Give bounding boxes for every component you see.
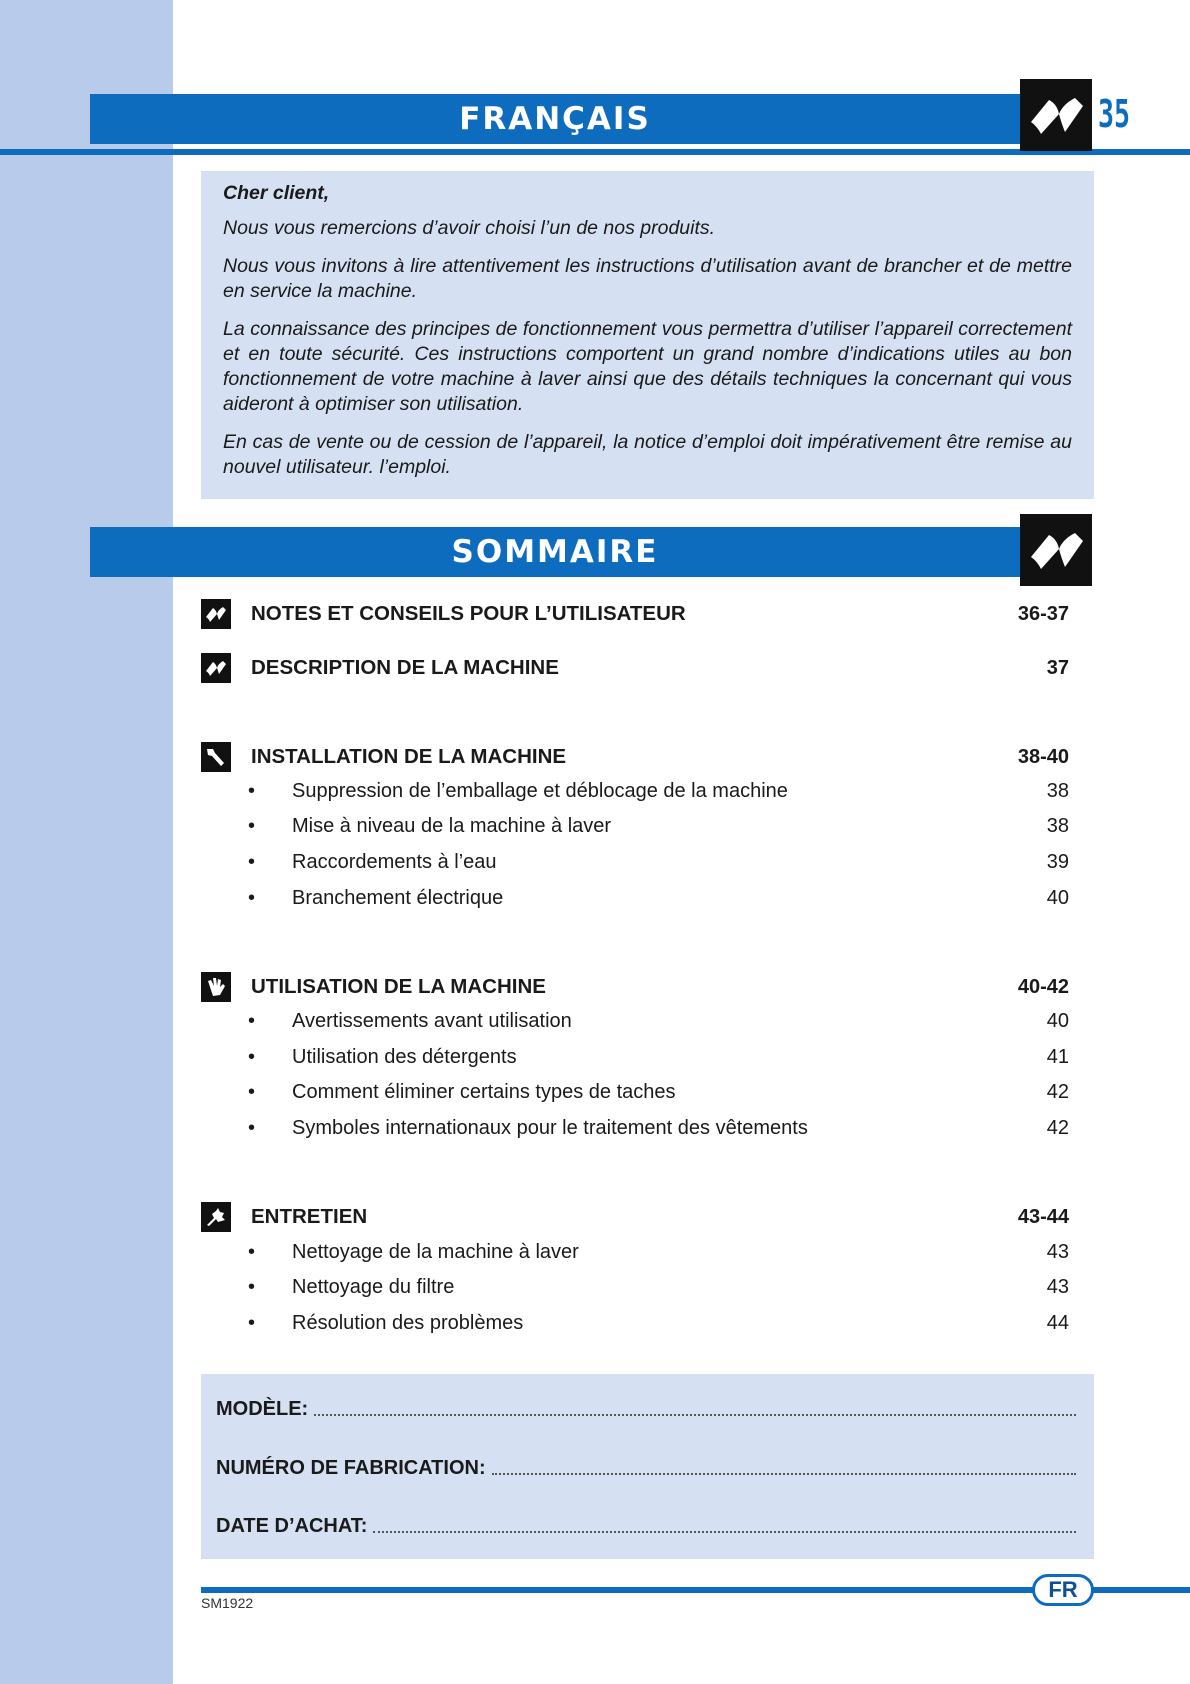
serial-number-label: NUMÉRO DE FABRICATION: [216, 1457, 486, 1479]
section-header-francais [90, 94, 1020, 144]
toc-item-label: Avertissements avant utilisation [292, 1009, 572, 1032]
toc-item[interactable] [248, 1308, 1069, 1338]
wrench-icon [201, 742, 231, 772]
hand-icon [201, 972, 231, 1002]
toc-item-page: 40 [1046, 1009, 1069, 1032]
toc-section-title: INSTALLATION DE LA MACHINE [251, 745, 567, 768]
dotted-line [492, 1473, 1076, 1475]
toc-section-title: UTILISATION DE LA MACHINE [251, 975, 546, 998]
header-rule [0, 149, 1190, 155]
toc-section-title: ENTRETIEN [251, 1205, 368, 1228]
model-label: MODÈLE: [216, 1398, 309, 1420]
toc-section-page: 38-40 [1017, 745, 1069, 768]
book-icon [201, 653, 231, 683]
book-icon [1020, 79, 1092, 151]
bullet: • [248, 1240, 256, 1263]
toc-section-page: 43-44 [1017, 1205, 1069, 1228]
maintenance-icon [201, 1202, 231, 1232]
toc-item[interactable] [248, 883, 1069, 913]
intro-paragraph: Nous vous invitons à lire attentivement les instructions d’utilisation avant de brancher et de mettre en service la machine. [223, 255, 1072, 302]
toc-item-label: Nettoyage du filtre [292, 1275, 455, 1298]
toc-title: SOMMAIRE [451, 534, 659, 570]
intro-paragraph: La connaissance des principes de fonctionnement vous permettra d’utiliser l’appareil correctement et en toute sécurité. Ces instructions comportent un grand nombre d’indications utiles au bon fonctionnement de votre machine à laver ainsi que des détails techniques la concernant qui vous aideront à optimiser son utilisation. [223, 318, 1072, 415]
toc-item[interactable] [248, 1113, 1069, 1143]
bullet: • [248, 1009, 256, 1032]
book-icon [1020, 514, 1092, 586]
product-info-form [201, 1374, 1094, 1559]
toc-item[interactable] [248, 1042, 1069, 1072]
toc-item[interactable] [248, 811, 1069, 841]
toc-item-page: 42 [1046, 1116, 1069, 1139]
bullet: • [248, 1045, 256, 1068]
toc-item[interactable] [248, 1077, 1069, 1107]
left-sidebar-band [0, 0, 173, 1684]
toc-item-page: 39 [1046, 850, 1069, 873]
toc-section[interactable] [201, 741, 1069, 773]
toc-item[interactable] [248, 776, 1069, 806]
toc-item-label: Branchement électrique [292, 886, 504, 909]
bullet: • [248, 886, 256, 909]
toc-item[interactable] [248, 1272, 1069, 1302]
toc-item-page: 40 [1046, 886, 1069, 909]
bullet: • [248, 1116, 256, 1139]
toc-section-title: DESCRIPTION DE LA MACHINE [251, 656, 559, 679]
toc-section-page: 40-42 [1017, 975, 1069, 998]
toc-item-label: Suppression de l’emballage et déblocage de la machine [292, 779, 788, 802]
toc-item[interactable] [248, 1006, 1069, 1036]
book-icon [201, 599, 231, 629]
toc-section[interactable] [201, 598, 1069, 630]
page-title: FRANÇAIS [459, 101, 651, 137]
toc-item-page: 41 [1046, 1045, 1069, 1068]
toc-section[interactable] [201, 971, 1069, 1003]
toc-section-title: NOTES ET CONSEILS POUR L’UTILISATEUR [251, 602, 686, 625]
toc-item-page: 42 [1046, 1080, 1069, 1103]
model-field[interactable] [216, 1398, 1076, 1421]
section-header-sommaire [90, 527, 1020, 577]
bullet: • [248, 814, 256, 837]
document-code: SM1922 [201, 1595, 254, 1611]
bullet: • [248, 1080, 256, 1103]
purchase-date-field[interactable] [216, 1515, 1076, 1538]
intro-paragraph: Nous vous remercions d’avoir choisi l’un de nos produits. [223, 217, 716, 239]
toc-item-page: 38 [1046, 814, 1069, 837]
toc-section[interactable] [201, 1201, 1069, 1233]
toc-section-page: 36-37 [1017, 602, 1069, 625]
dotted-line [314, 1414, 1076, 1416]
intro-greeting: Cher client, [223, 182, 330, 204]
toc-item-label: Utilisation des détergents [292, 1045, 517, 1068]
toc-section[interactable] [201, 652, 1069, 684]
language-badge: FR [1032, 1574, 1094, 1606]
toc-item-label: Résolution des problèmes [292, 1311, 524, 1334]
toc-item-page: 43 [1046, 1275, 1069, 1298]
intro-paragraph: En cas de vente ou de cession de l’appareil, la notice d’emploi doit impérativement être remise au nouvel utilisateur. l’emploi. [223, 431, 1072, 478]
toc-item-label: Mise à niveau de la machine à laver [292, 814, 612, 837]
serial-number-field[interactable] [216, 1457, 1076, 1480]
bullet: • [248, 1275, 256, 1298]
toc-item-page: 43 [1046, 1240, 1069, 1263]
bullet: • [248, 1311, 256, 1334]
toc-item-label: Nettoyage de la machine à laver [292, 1240, 579, 1263]
toc-item[interactable] [248, 847, 1069, 877]
toc-item-label: Symboles internationaux pour le traitement des vêtements [292, 1116, 808, 1139]
toc-item-page: 44 [1046, 1311, 1069, 1334]
dotted-line [373, 1531, 1076, 1533]
toc-item-label: Comment éliminer certains types de taches [292, 1080, 676, 1103]
intro-box [201, 171, 1094, 499]
toc-item[interactable] [248, 1237, 1069, 1267]
toc-item-page: 38 [1046, 779, 1069, 802]
bullet: • [248, 779, 256, 802]
purchase-date-label: DATE D’ACHAT: [216, 1515, 368, 1537]
page-number: 35 [1098, 92, 1131, 136]
toc-section-page: 37 [1046, 656, 1069, 679]
bullet: • [248, 850, 256, 873]
toc-item-label: Raccordements à l’eau [292, 850, 497, 873]
